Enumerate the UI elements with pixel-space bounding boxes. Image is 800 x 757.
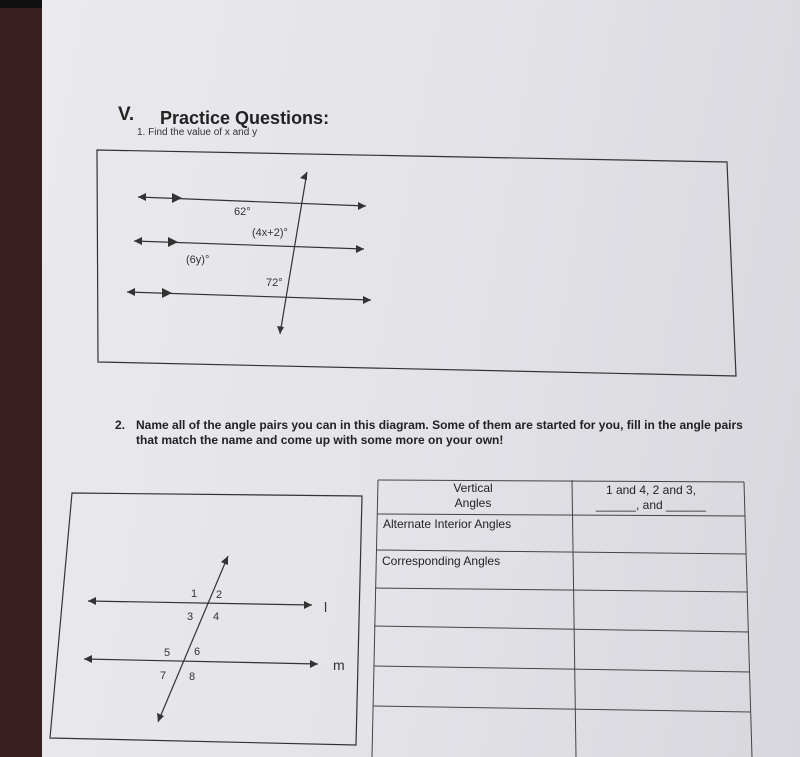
angle-label-2: 2 xyxy=(216,589,223,601)
angle-label-1: 1 xyxy=(191,588,198,600)
table-border-right xyxy=(744,482,752,757)
row-divider xyxy=(375,588,748,592)
row-divider xyxy=(377,514,745,516)
table-header-name xyxy=(428,481,518,511)
row-divider xyxy=(374,626,749,632)
vertical-label: Vertical xyxy=(453,481,493,495)
angle-label-7: 7 xyxy=(160,670,167,682)
question-2-box xyxy=(50,493,362,745)
arrowhead-icon xyxy=(157,713,164,722)
angle-label-3: 3 xyxy=(187,611,194,623)
angle-label-8: 8 xyxy=(189,671,196,683)
angle-label-6: 6 xyxy=(194,646,201,658)
angle-label-72: 72° xyxy=(266,277,283,289)
angle-label-4x2: (4x+2)° xyxy=(252,227,288,239)
question-1-text: 1. Find the value of x and y xyxy=(137,127,258,138)
line-l xyxy=(88,601,312,605)
angle-pairs-table xyxy=(368,474,758,757)
arrowhead-icon xyxy=(304,601,312,609)
arrowhead-icon xyxy=(84,655,92,663)
question-2-text: Name all of the angle pairs you can in this diagram. Some of them are started for you, fill in the angle pairs that match the name and come up with some more on your own! xyxy=(136,418,743,447)
angle-label-4: 4 xyxy=(213,611,220,623)
row-divider xyxy=(373,706,751,712)
question-2-number: 2. xyxy=(115,418,126,432)
table-border-left xyxy=(372,480,378,757)
line-m-label: m xyxy=(333,657,345,673)
section-title: Practice Questions: xyxy=(160,108,330,128)
arrowhead-icon xyxy=(88,597,96,605)
angle-label-62: 62° xyxy=(234,206,251,218)
row-corresponding: Corresponding Angles xyxy=(382,554,501,568)
table-header-value xyxy=(576,483,726,513)
line-m xyxy=(84,659,318,664)
angle-label-6y: (6y)° xyxy=(186,254,210,266)
line-l-label: l xyxy=(324,599,328,615)
arrowhead-icon xyxy=(310,660,318,668)
angle-label-5: 5 xyxy=(164,647,171,659)
vertical-pairs-blank: ______, and ______ xyxy=(595,498,707,512)
section-number: V. xyxy=(118,104,135,125)
transversal-line-2 xyxy=(158,556,228,722)
row-divider xyxy=(374,666,750,672)
vertical-pairs-given: 1 and 4, 2 and 3, xyxy=(605,483,697,497)
angles-label: Angles xyxy=(454,496,492,510)
row-alternate-interior: Alternate Interior Angles xyxy=(383,517,512,531)
